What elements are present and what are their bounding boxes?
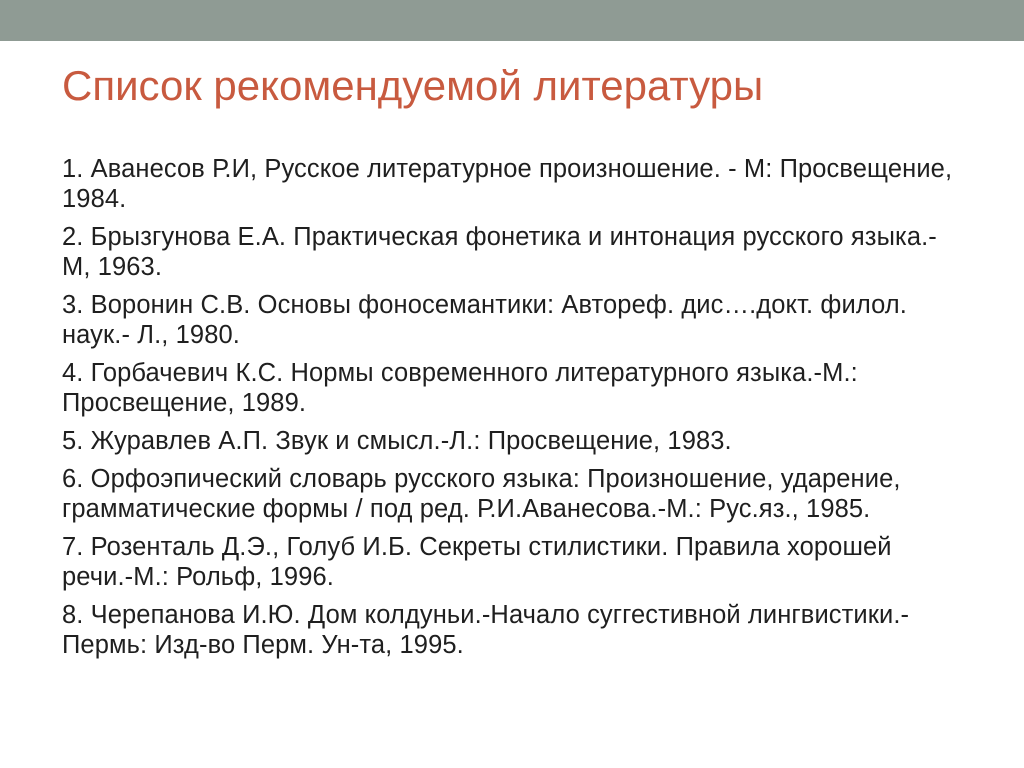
slide-title: Список рекомендуемой литературы: [62, 62, 764, 109]
reference-item-4: 4. Горбачевич К.С. Нормы современного литературного языка.-М.: Просвещение, 1989.: [62, 359, 858, 417]
reference-item-1: 1. Аванесов Р.И, Русское литературное произношение. - М: Просвещение, 1984.: [62, 155, 953, 213]
reference-item-6: 6. Орфоэпический словарь русского языка: Произношение, ударение, грамматические формы / под ред. Р.И.Аванесова.-М.: Рус.яз., 1985.: [62, 465, 901, 523]
top-band: [0, 0, 1024, 41]
reference-item-8: 8. Черепанова И.Ю. Дом колдуньи.-Начало суггестивной лингвистики.-Пермь: Изд-во Перм. Ун-та, 1995.: [62, 601, 910, 659]
reference-item-7: 7. Розенталь Д.Э., Голуб И.Б. Секреты стилистики. Правила хорошей речи.-М.: Рольф, 1996.: [62, 533, 892, 591]
reference-item-3: 3. Воронин С.В. Основы фоносемантики: Автореф. дис….докт. филол. наук.- Л., 1980.: [62, 291, 907, 349]
reference-item-2: 2. Брызгунова Е.А. Практическая фонетика и интонация русского языка.-М, 1963.: [62, 223, 937, 281]
reference-item-5: 5. Журавлев А.П. Звук и смысл.-Л.: Просвещение, 1983.: [62, 427, 732, 455]
reference-list: [62, 154, 962, 668]
